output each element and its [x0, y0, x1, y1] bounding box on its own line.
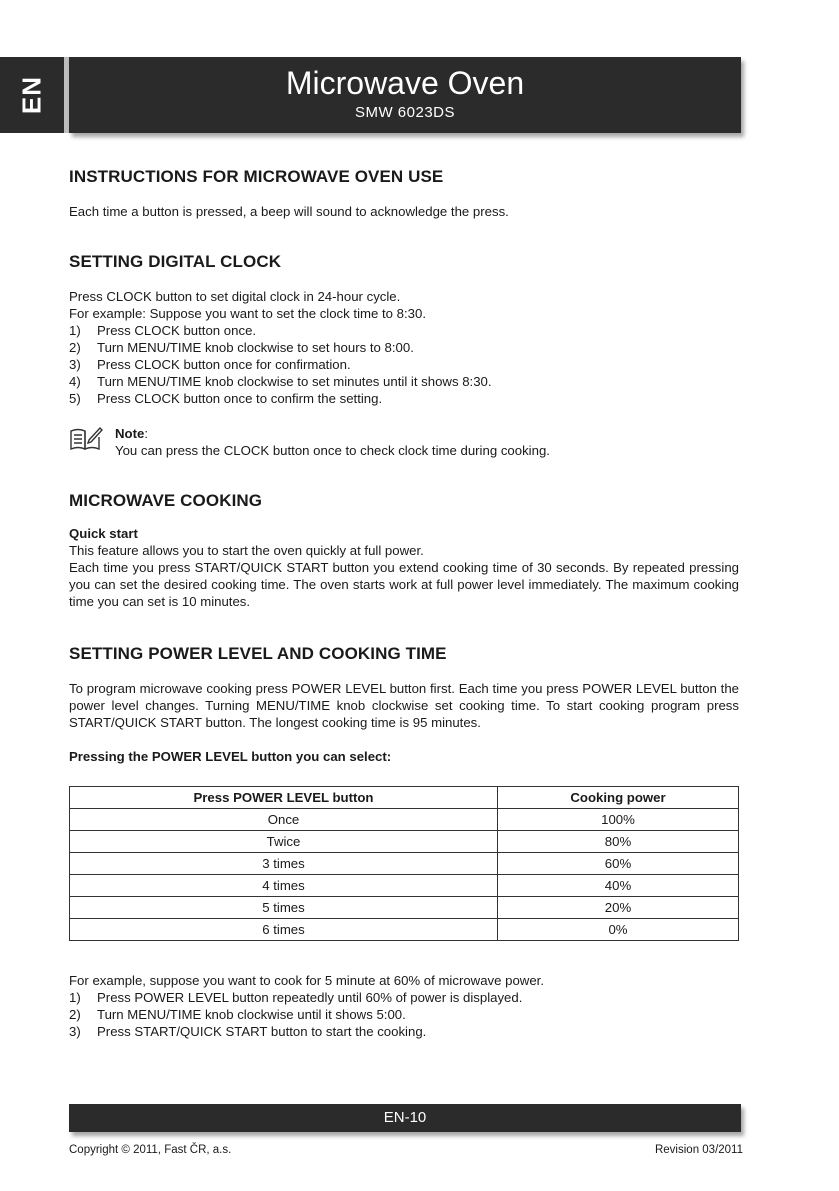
quick-start-line-1: This feature allows you to start the oven quickly at full power.: [69, 543, 424, 558]
clock-intro-line-2: For example: Suppose you want to set the clock time to 8:30.: [69, 306, 426, 321]
list-item: [69, 339, 739, 356]
clock-steps-list: [69, 322, 739, 407]
section-heading-clock: SETTING DIGITAL CLOCK: [69, 252, 282, 271]
page-number-bar: [69, 1104, 741, 1132]
table-cell: 6 times: [70, 919, 498, 941]
step-text: Press CLOCK button once to confirm the setting.: [97, 391, 383, 406]
table-row: [70, 809, 739, 831]
table-cell: 40%: [498, 875, 739, 897]
note-book-icon: [69, 425, 103, 453]
copyright-text: Copyright © 2011, Fast ČR, a.s.: [69, 1144, 232, 1156]
step-text: Press CLOCK button once.: [97, 323, 257, 338]
table-cell: 20%: [498, 897, 739, 919]
step-text: Press CLOCK button once for confirmation.: [97, 357, 351, 372]
list-item: [69, 989, 739, 1006]
document-body: [69, 165, 739, 1040]
step-text: Turn MENU/TIME knob clockwise to set minutes until it shows 8:30.: [97, 374, 492, 389]
table-cell: 60%: [498, 853, 739, 875]
note-box: [69, 425, 739, 459]
power-level-text: To program microwave cooking press POWER LEVEL button first. Each time you press POWER LEVEL button the power level changes. Turning MENU/TIME knob clockwise set cooking time. To start cooking program press START/QUICK START button. The longest cooking time is 95 minutes.: [69, 681, 739, 730]
section-heading-instructions: INSTRUCTIONS FOR MICROWAVE OVEN USE: [69, 167, 444, 186]
table-row: [70, 831, 739, 853]
list-item: [69, 373, 739, 390]
table-row: [70, 853, 739, 875]
step-number: 1): [69, 990, 81, 1005]
page-number: EN-10: [383, 1109, 427, 1126]
language-tab-label: EN: [16, 75, 47, 115]
table-cell: Once: [70, 809, 498, 831]
list-item: [69, 356, 739, 373]
step-number: 3): [69, 357, 81, 372]
power-table-caption: Pressing the POWER LEVEL button you can select:: [69, 749, 392, 764]
table-row: [70, 919, 739, 941]
section-heading-microwave-cooking: MICROWAVE COOKING: [69, 491, 263, 510]
list-item: [69, 390, 739, 407]
step-number: 1): [69, 323, 81, 338]
model-number: SMW 6023DS: [354, 104, 456, 121]
example-intro: For example, suppose you want to cook for 5 minute at 60% of microwave power.: [69, 973, 544, 988]
step-number: 4): [69, 374, 81, 389]
table-header-row: [70, 787, 739, 809]
step-text: Turn MENU/TIME knob clockwise until it shows 5:00.: [97, 1007, 406, 1022]
table-cell: 0%: [498, 919, 739, 941]
list-item: [69, 1006, 739, 1023]
table-cell: Twice: [70, 831, 498, 853]
step-text: Press START/QUICK START button to start the cooking.: [97, 1024, 427, 1039]
step-number: 2): [69, 1007, 81, 1022]
power-level-table: [69, 786, 739, 941]
page-title: Microwave Oven: [285, 65, 525, 101]
step-number: 3): [69, 1024, 81, 1039]
step-text: Press POWER LEVEL button repeatedly until 60% of power is displayed.: [97, 990, 523, 1005]
step-text: Turn MENU/TIME knob clockwise to set hours to 8:00.: [97, 340, 414, 355]
list-item: [69, 322, 739, 339]
note-colon: :: [144, 426, 148, 441]
table-row: [70, 897, 739, 919]
instructions-text: Each time a button is pressed, a beep will sound to acknowledge the press.: [69, 204, 509, 219]
example-steps-list: [69, 989, 739, 1040]
column-header-power: Cooking power: [498, 787, 739, 809]
step-number: 2): [69, 340, 81, 355]
table-cell: 100%: [498, 809, 739, 831]
step-number: 5): [69, 391, 81, 406]
table-cell: 4 times: [70, 875, 498, 897]
table-cell: 5 times: [70, 897, 498, 919]
table-row: [70, 875, 739, 897]
column-header-presses: Press POWER LEVEL button: [70, 787, 498, 809]
page-header: [69, 57, 741, 133]
clock-intro-line-1: Press CLOCK button to set digital clock in 24-hour cycle.: [69, 289, 401, 304]
quick-start-line-2: Each time you press START/QUICK START button you extend cooking time of 30 seconds. By repeated pressing you can set the desired cooking time. The oven starts work at full power level immediately. The maximum cooking time you can set is 10 minutes.: [69, 560, 739, 609]
language-tab: [0, 57, 64, 133]
table-cell: 3 times: [70, 853, 498, 875]
list-item: [69, 1023, 739, 1040]
quick-start-subheading: Quick start: [69, 526, 138, 541]
note-text: You can press the CLOCK button once to check clock time during cooking.: [115, 443, 550, 458]
revision-text: Revision 03/2011: [654, 1144, 743, 1156]
section-heading-power-level: SETTING POWER LEVEL AND COOKING TIME: [69, 644, 447, 663]
table-cell: 80%: [498, 831, 739, 853]
note-label: Note: [115, 426, 145, 441]
